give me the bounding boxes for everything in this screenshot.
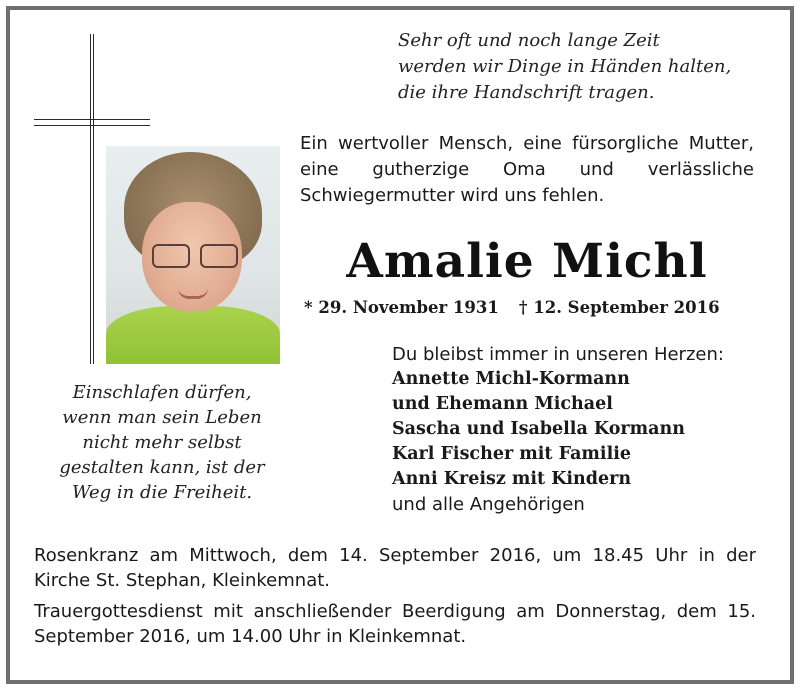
life-dates bbox=[304, 296, 754, 320]
top-quote-line: die ihre Handschrift tragen. bbox=[398, 82, 655, 103]
portrait-glasses-right bbox=[200, 244, 238, 268]
rosary-info: Rosenkranz am Mittwoch, dem 14. September 2016, um 18.45 Uhr in der Kirche St. Stephan, Kleinkemnat. bbox=[34, 545, 756, 591]
left-quote-line: wenn man sein Leben bbox=[62, 407, 262, 428]
mourner-name: Annette Michl-Kormann bbox=[392, 369, 630, 389]
mourners-list bbox=[392, 342, 752, 517]
left-quote-line: nicht mehr selbst bbox=[82, 432, 242, 453]
top-quote-line: Sehr oft und noch lange Zeit bbox=[398, 30, 660, 51]
cross-junction bbox=[90, 119, 94, 126]
mourners-closing: und alle Angehörigen bbox=[392, 494, 585, 515]
funeral-info: Trauergottesdienst mit anschließender Beerdigung am Donnerstag, dem 15. September 2016, um 14.00 Uhr in Kleinkemnat. bbox=[34, 601, 756, 647]
portrait-shirt bbox=[106, 306, 280, 364]
left-quote bbox=[46, 380, 278, 505]
left-quote-line: gestalten kann, ist der bbox=[59, 457, 265, 478]
mourner-name: Anni Kreisz mit Kindern bbox=[392, 469, 632, 489]
service-info bbox=[34, 543, 756, 655]
death-date: † 12. September 2016 bbox=[518, 298, 720, 317]
top-quote bbox=[398, 28, 758, 106]
cross-vertical-beam bbox=[90, 34, 94, 364]
mourner-name: und Ehemann Michael bbox=[392, 394, 613, 414]
mourner-name: Karl Fischer mit Familie bbox=[392, 444, 632, 464]
mourner-name: Sascha und Isabella Kormann bbox=[392, 419, 685, 439]
left-quote-line: Einschlafen dürfen, bbox=[72, 382, 252, 403]
intro-text: Ein wertvoller Mensch, eine fürsorgliche Mutter, eine gutherzige Oma und verlässliche Schwiegermutter wird uns fehlen. bbox=[300, 133, 754, 206]
portrait-photo bbox=[106, 146, 280, 364]
top-quote-line: werden wir Dinge in Händen halten, bbox=[398, 56, 732, 77]
deceased-name: Amalie Michl bbox=[346, 234, 708, 289]
portrait-glasses-left bbox=[152, 244, 190, 268]
birth-date: * 29. November 1931 bbox=[304, 298, 499, 317]
left-quote-line: Weg in die Freiheit. bbox=[71, 482, 253, 503]
mourners-intro: Du bleibst immer in unseren Herzen: bbox=[392, 344, 724, 365]
